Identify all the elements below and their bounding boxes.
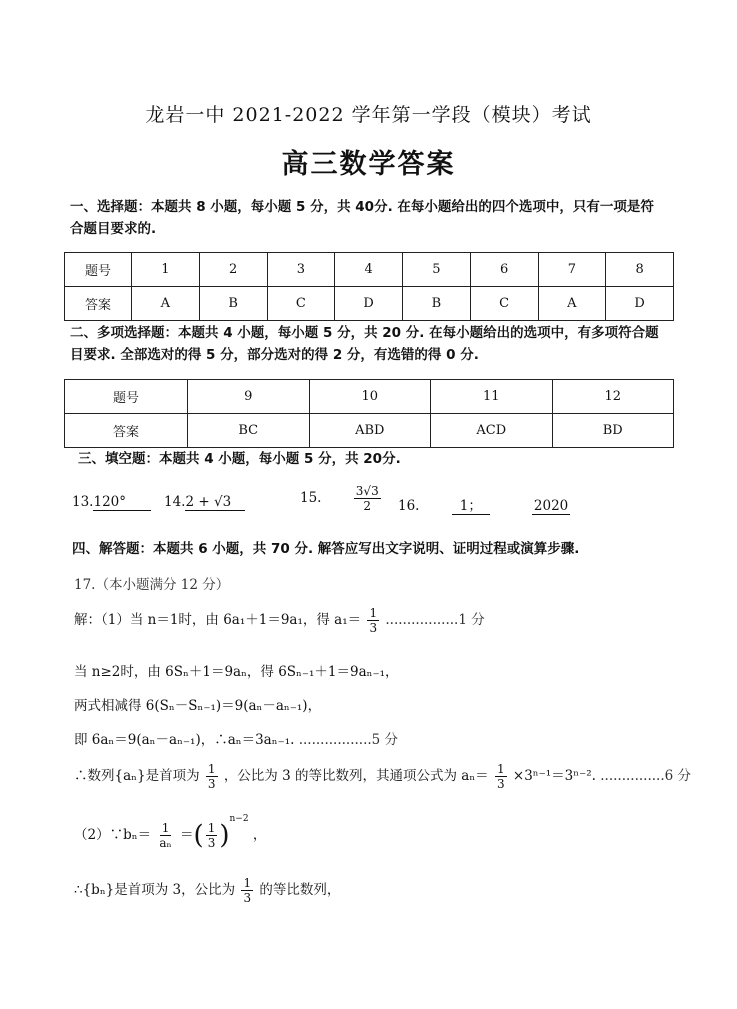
table-cell: ABD (309, 414, 431, 448)
table-cell: 1 (132, 253, 200, 287)
table-cell: 2 (199, 253, 267, 287)
table-cell: 4 (335, 253, 403, 287)
fill-answer-15 (300, 484, 383, 513)
fraction (157, 821, 173, 850)
table-cell: ACD (431, 414, 553, 448)
table-cell: 答案 (65, 287, 132, 321)
section3-heading: 三、填空题：本题共 4 小题，每小题 5 分，共 20分. (78, 451, 401, 467)
table-cell: 5 (403, 253, 471, 287)
denominator: 3 (496, 777, 505, 791)
numerator: 1 (243, 876, 252, 890)
table-cell: B (199, 287, 267, 321)
solution-line-5 (74, 762, 691, 791)
fill-answer-13 (72, 494, 151, 511)
table-cell: A (132, 287, 200, 321)
solution-text: ， (252, 827, 267, 843)
section1-heading-line1: 一、选择题：本题共 8 小题，每小题 5 分，共 40分. 在每小题给出的四个选项中，只有一项是符 (70, 199, 654, 215)
table-row (65, 380, 674, 414)
score-marker: .................5 分 (298, 732, 399, 748)
q13-answer: 120° (93, 494, 151, 511)
table-cell: 12 (552, 380, 674, 414)
fraction (206, 821, 218, 850)
table-cell: 题号 (65, 253, 132, 287)
right-paren: ) (219, 820, 230, 851)
exam-school-title: 龙岩一中 2021-2022 学年第一学段（模块）考试 (145, 104, 592, 126)
solution-line-6 (74, 814, 266, 851)
solution-text: 的等比数列， (259, 882, 341, 898)
q15-denominator: 2 (363, 499, 372, 513)
q16-label: 16. (398, 498, 420, 514)
q15-fraction (354, 484, 381, 513)
table-row (65, 414, 674, 448)
solution-text: （2）∵bₙ＝ (74, 827, 152, 843)
q17-title: 17.（本小题满分 12 分） (74, 577, 230, 593)
fraction (495, 762, 507, 791)
table-cell: C (267, 287, 335, 321)
numerator: 1 (369, 606, 378, 620)
table-cell: A (538, 287, 606, 321)
solution-text: ∴{bₙ}是首项为 3，公比为 (74, 882, 236, 898)
table-cell: 题号 (65, 380, 188, 414)
table-row (65, 253, 674, 287)
solution-line-4 (74, 728, 398, 748)
section2-answer-table (64, 379, 674, 448)
table-cell: B (403, 287, 471, 321)
q16-answer-1: 1； (452, 494, 490, 515)
table-cell: 11 (431, 380, 553, 414)
q14-answer: 2 + √3 (185, 494, 245, 511)
solution-line-3: 两式相减得 6(Sₙ－Sₙ₋₁)＝9(aₙ－aₙ₋₁)， (74, 698, 322, 714)
solution-text: 解：（1）当 n＝1时，由 6a₁＋1＝9a₁，得 a₁＝ (74, 612, 362, 628)
section1-heading-line2: 合题目要求的. (70, 221, 157, 237)
table-cell: C (470, 287, 538, 321)
solution-line-2: 当 n≥2时，由 6Sₙ＋1＝9aₙ，得 6Sₙ₋₁＋1＝9aₙ₋₁， (74, 664, 399, 680)
score-marker: ...............6 分 (600, 768, 691, 784)
solution-line-1 (74, 606, 485, 635)
solution-text: ，公比为 3 的等比数列，其通项公式为 aₙ＝ (223, 768, 489, 784)
solution-text: ∴数列{aₙ}是首项为 (74, 768, 200, 784)
solution-line-7 (74, 876, 340, 905)
table-cell: BC (188, 414, 310, 448)
table-cell: 7 (538, 253, 606, 287)
left-paren: ( (193, 820, 204, 851)
q14-label: 14. (164, 494, 186, 510)
table-cell: 8 (606, 253, 674, 287)
table-cell: 3 (267, 253, 335, 287)
fraction (367, 606, 379, 635)
solution-text: 即 6aₙ＝9(aₙ－aₙ₋₁)，∴aₙ＝3aₙ₋₁. (74, 732, 295, 748)
fraction (241, 876, 253, 905)
table-cell: 10 (309, 380, 431, 414)
numerator: 1 (207, 762, 216, 776)
numerator: 1 (161, 821, 170, 835)
section1-answer-table (64, 252, 674, 321)
page-title: 高三数学答案 (281, 149, 456, 180)
numerator: 1 (207, 821, 216, 835)
exponent: n−2 (229, 814, 249, 824)
section4-heading: 四、解答题：本题共 6 小题，共 70 分. 解答应写出文字说明、证明过程或演算步骤. (72, 541, 580, 557)
denominator: 3 (369, 621, 378, 635)
table-cell: 9 (188, 380, 310, 414)
section2-heading-line1: 二、多项选择题：本题共 4 小题，每小题 5 分，共 20 分. 在每小题给出的选项中，有多项符合题 (70, 325, 659, 341)
table-cell: 6 (470, 253, 538, 287)
score-marker: .................1 分 (385, 612, 485, 628)
solution-text: ×3ⁿ⁻¹＝3ⁿ⁻². (512, 768, 596, 784)
section1-heading (70, 196, 654, 240)
table-cell: BD (552, 414, 674, 448)
table-cell: 答案 (65, 414, 188, 448)
section2-heading (70, 322, 659, 366)
fill-answer-16 (398, 494, 570, 515)
denominator: 3 (207, 836, 216, 850)
equals-sign: ＝ (180, 827, 194, 843)
numerator: 1 (496, 762, 505, 776)
denominator: 3 (207, 777, 216, 791)
q13-label: 13. (72, 494, 94, 510)
table-cell: D (606, 287, 674, 321)
table-row (65, 287, 674, 321)
denominator: 3 (243, 891, 252, 905)
q15-numerator: 3√3 (355, 484, 379, 498)
table-cell: D (335, 287, 403, 321)
denominator: aₙ (159, 836, 172, 850)
section2-heading-line2: 目要求. 全部选对的得 5 分，部分选对的得 2 分，有选错的得 0 分. (70, 347, 479, 363)
fraction (206, 762, 218, 791)
q16-answer-2: 2020 (533, 498, 569, 514)
fill-answer-14 (164, 494, 245, 511)
q15-label: 15. (300, 490, 322, 506)
